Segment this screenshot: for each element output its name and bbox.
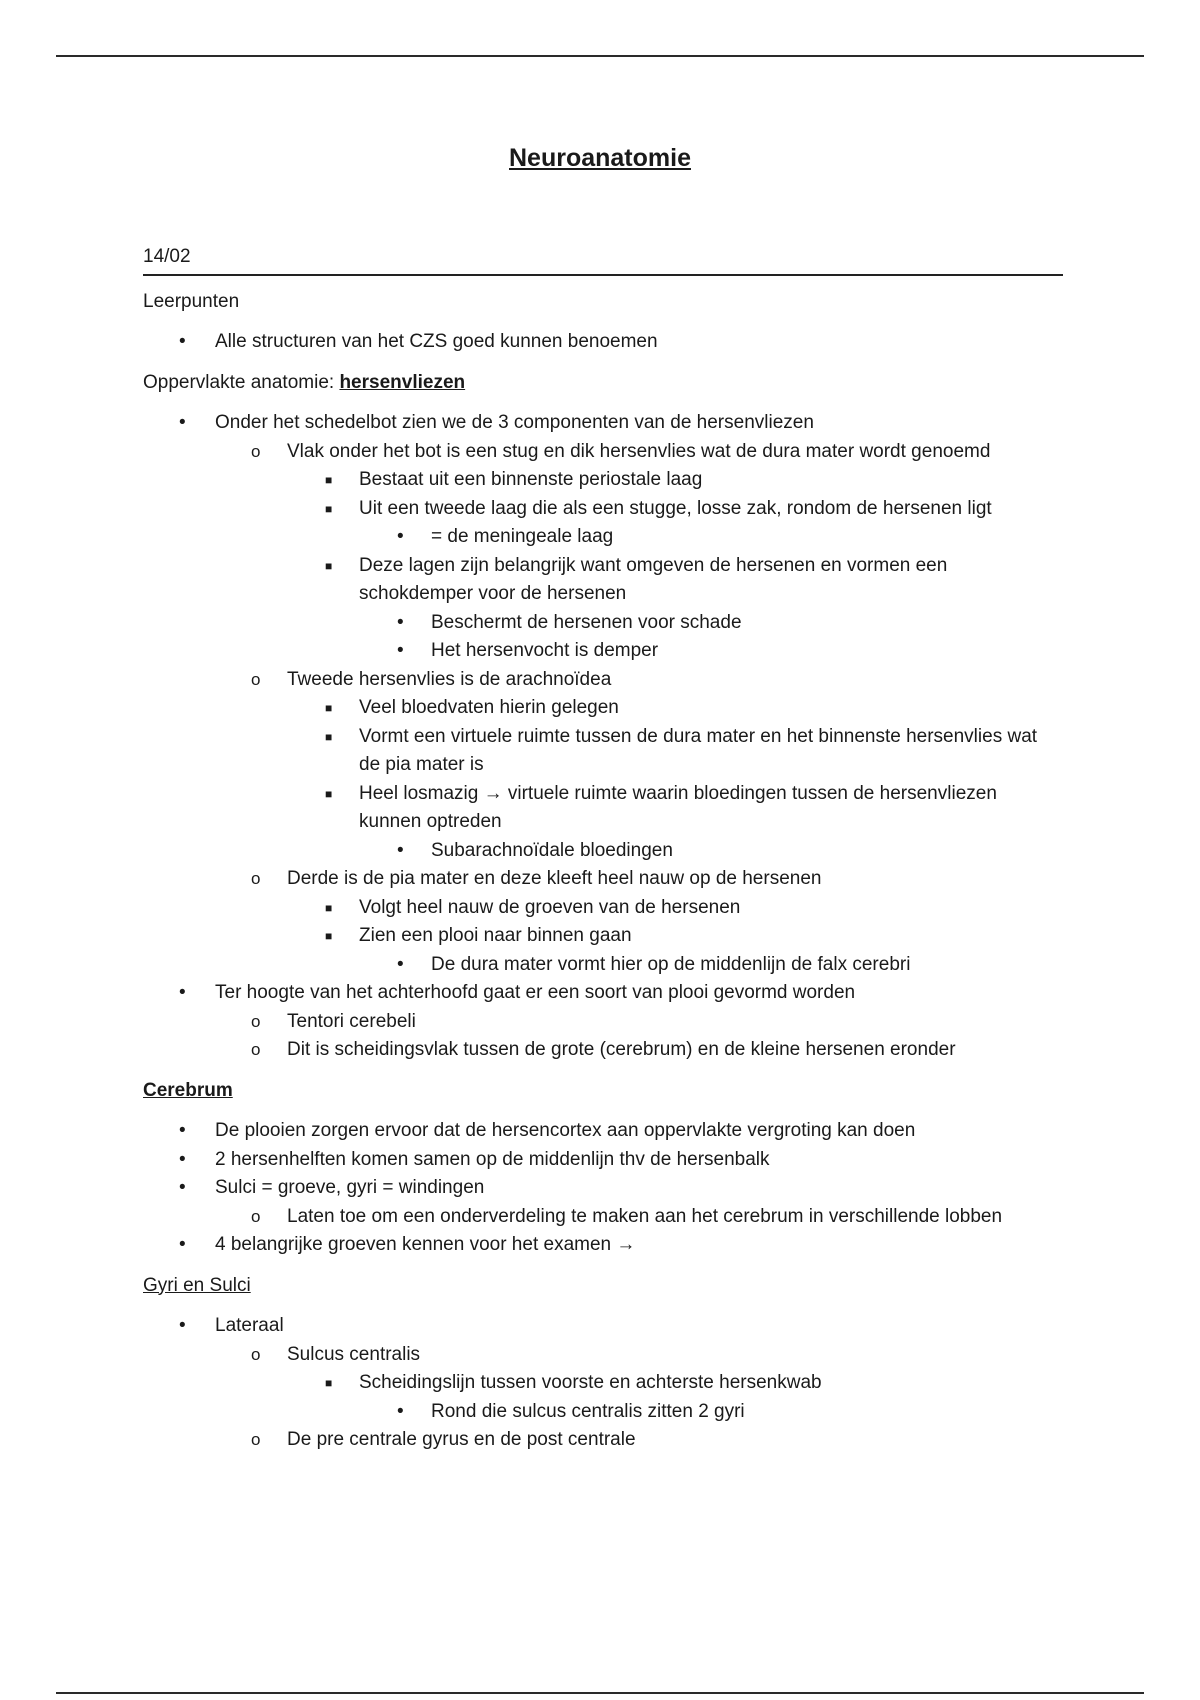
bullet-icon: • (179, 331, 186, 352)
bullet-icon: • (397, 611, 404, 633)
bullet-icon: • (397, 526, 404, 547)
list-item: • Subarachnoïdale bloedingen (359, 837, 1063, 866)
square-bullet-icon: ■ (325, 729, 333, 744)
bullet-icon: • (397, 953, 404, 975)
list-item: • Het hersenvocht is demper (359, 637, 1063, 666)
hersenvliezen-list (143, 409, 1063, 1065)
list-item: • Sulci = groeve, gyri = windingen o Laten toe om een onderverdeling te maken aan het cerebrum in verschillende lobben (143, 1174, 1063, 1231)
cerebrum-list (143, 1117, 1063, 1260)
list-item: o Tentori cerebeli (215, 1008, 1063, 1037)
circle-bullet-icon: o (251, 1011, 261, 1031)
list-item: • Rond die sulcus centralis zitten 2 gyri (359, 1398, 1063, 1427)
bullet-icon: • (179, 1177, 186, 1198)
list-item: ■ Bestaat uit een binnenste periostale laag (287, 466, 1063, 495)
header-rule (56, 55, 1144, 57)
list-item: • 2 hersenhelften komen samen op de middenlijn thv de hersenbalk (143, 1146, 1063, 1175)
list-item: • De plooien zorgen ervoor dat de hersencortex aan oppervlakte vergroting kan doen (143, 1117, 1063, 1146)
list-item: o De pre centrale gyrus en de post centrale (215, 1426, 1063, 1455)
page-title: Neuroanatomie (509, 144, 691, 172)
circle-bullet-icon: o (251, 1040, 261, 1059)
list-item: • = de meningeale laag (359, 523, 1063, 552)
document-body (143, 243, 1063, 1467)
list-item: • De dura mater vormt hier op de middenlijn de falx cerebri (359, 951, 1063, 980)
list-item: o Derde is de pia mater en deze kleeft heel nauw op de hersenen ■ Volgt heel nauw de groeven van de hersenen ■ Zien een plooi naar binnen gaan • De dura mater vormt hier op de middenlijn de falx cerebri (215, 865, 1063, 979)
square-bullet-icon: ■ (325, 900, 333, 915)
circle-bullet-icon: o (251, 1344, 261, 1364)
list-item: o Sulcus centralis ■ Scheidingslijn tussen voorste en achterste hersenkwab • Rond die sulcus centralis zitten 2 gyri (215, 1341, 1063, 1427)
bullet-icon: • (179, 1234, 186, 1255)
list-item: ■ Heel losmazig → virtuele ruimte waarin bloedingen tussen de hersenvliezen kunnen optreden • Subarachnoïdale bloedingen (287, 780, 1063, 866)
list-item: • Ter hoogte van het achterhoofd gaat er een soort van plooi gevormd worden o Tentori cerebeli o Dit is scheidingsvlak tussen de grote (cerebrum) en de kleine hersenen eronder (143, 979, 1063, 1065)
list-item: o Tweede hersenvlies is de arachnoïdea ■ Veel bloedvaten hierin gelegen ■ Vormt een virtuele ruimte tussen de dura mater en het binnenste hersenvlies wat de pia mater is ■ Heel losmazig → virtuele ruimte waarin bloedingen tussen de hersenvliezen kunnen optreden • Subarachnoïdale bloedingen (215, 666, 1063, 866)
list-item: • 4 belangrijke groeven kennen voor het examen → (143, 1231, 1063, 1260)
list-item: ■ Deze lagen zijn belangrijk want omgeven de hersenen en vormen een schokdemper voor de hersenen • Beschermt de hersenen voor schade • Het hersenvocht is demper (287, 552, 1063, 666)
square-bullet-icon: ■ (325, 501, 333, 516)
list-item: ■ Volgt heel nauw de groeven van de hersenen (287, 894, 1063, 923)
circle-bullet-icon: o (251, 441, 261, 461)
list-item: • Lateraal o Sulcus centralis ■ Scheidingslijn tussen voorste en achterste hersenkwab • Rond die sulcus centralis zitten 2 gyri o De pre centrale gyrus en de post centrale (143, 1312, 1063, 1455)
bullet-icon: • (397, 1400, 404, 1422)
bullet-icon: • (179, 1120, 186, 1141)
footer-rule (56, 1692, 1144, 1694)
date-line: 14/02 (143, 243, 1063, 276)
square-bullet-icon: ■ (325, 473, 333, 487)
circle-bullet-icon: o (251, 869, 261, 888)
list-item: o Vlak onder het bot is een stug en dik hersenvlies wat de dura mater wordt genoemd ■ Bestaat uit een binnenste periostale laag ■ Uit een tweede laag die als een stugge, losse zak, rondom de hersenen ligt • = de meningeale laag ■ Deze lagen zijn belangrijk want omgeven de hersenen en vormen een schokdemper voor de hersenen • Beschermt de hersenen voor schade • Het hersenvocht is demper (215, 438, 1063, 666)
list-item: • Alle structuren van het CZS goed kunnen benoemen (143, 328, 1063, 357)
list-item: ■ Zien een plooi naar binnen gaan • De dura mater vormt hier op de middenlijn de falx cerebri (287, 922, 1063, 979)
square-bullet-icon: ■ (325, 701, 333, 715)
list-item: • Onder het schedelbot zien we de 3 componenten van de hersenvliezen o Vlak onder het bot is een stug en dik hersenvlies wat de dura mater wordt genoemd ■ Bestaat uit een binnenste periostale laag ■ Uit een tweede laag die als een stugge, losse zak, rondom de hersenen ligt • = de meningeale laag ■ Deze lagen zijn belangrijk want omgeven de hersenen en vormen een schokdemper voor de hersenen • Beschermt de hersenen voor schade • Het hersenvocht is demper o Tweede hersenvlies is de arachnoïdea ■ Veel bloedvaten hierin gelegen ■ Vormt een virtuele ruimte tussen de dura mater en het binnenste hersenvlies wat de pia mater is ■ Heel losmazig → virtuele ruimte waarin bloedingen tussen de hersenvliezen kunnen optreden • Subarachnoïdale bloedingen o Derde is de pia mater en deze kleeft heel nauw op de hersenen ■ Volgt heel nauw de groeven van de hersenen ■ Zien een plooi naar binnen gaan • De dura mater vormt hier op de middenlijn de falx cerebri (143, 409, 1063, 979)
cerebrum-heading: Cerebrum (143, 1079, 233, 1101)
bullet-icon: • (179, 1315, 186, 1336)
leerpunten-list (143, 328, 1063, 357)
hersenvliezen-emphasis: hersenvliezen (339, 371, 466, 393)
circle-bullet-icon: o (251, 1430, 261, 1449)
list-item: ■ Vormt een virtuele ruimte tussen de dura mater en het binnenste hersenvlies wat de pia mater is (287, 723, 1063, 780)
gyri-sulci-list (143, 1312, 1063, 1455)
square-bullet-icon: ■ (325, 929, 333, 943)
leerpunten-heading: Leerpunten (143, 290, 240, 312)
bullet-icon: • (179, 982, 186, 1003)
bullet-icon: • (179, 1148, 186, 1170)
list-item: ■ Uit een tweede laag die als een stugge, losse zak, rondom de hersenen ligt • = de meningeale laag (287, 495, 1063, 552)
square-bullet-icon: ■ (325, 786, 333, 801)
gyri-sulci-heading: Gyri en Sulci (143, 1274, 251, 1296)
square-bullet-icon: ■ (325, 558, 333, 573)
list-item: o Laten toe om een onderverdeling te maken aan het cerebrum in verschillende lobben (215, 1203, 1063, 1232)
list-item: • Beschermt de hersenen voor schade (359, 609, 1063, 638)
bullet-icon: • (179, 412, 186, 433)
list-item: ■ Scheidingslijn tussen voorste en achterste hersenkwab • Rond die sulcus centralis zitten 2 gyri (287, 1369, 1063, 1426)
bullet-icon: • (397, 640, 404, 661)
circle-bullet-icon: o (251, 1206, 261, 1226)
list-item: ■ Veel bloedvaten hierin gelegen (287, 694, 1063, 723)
oppervlakte-heading: Oppervlakte anatomie: hersenvliezen (143, 371, 466, 393)
bullet-icon: • (397, 839, 404, 861)
list-item: o Dit is scheidingsvlak tussen de grote (cerebrum) en de kleine hersenen eronder (215, 1036, 1063, 1065)
circle-bullet-icon: o (251, 669, 261, 689)
square-bullet-icon: ■ (325, 1376, 333, 1390)
